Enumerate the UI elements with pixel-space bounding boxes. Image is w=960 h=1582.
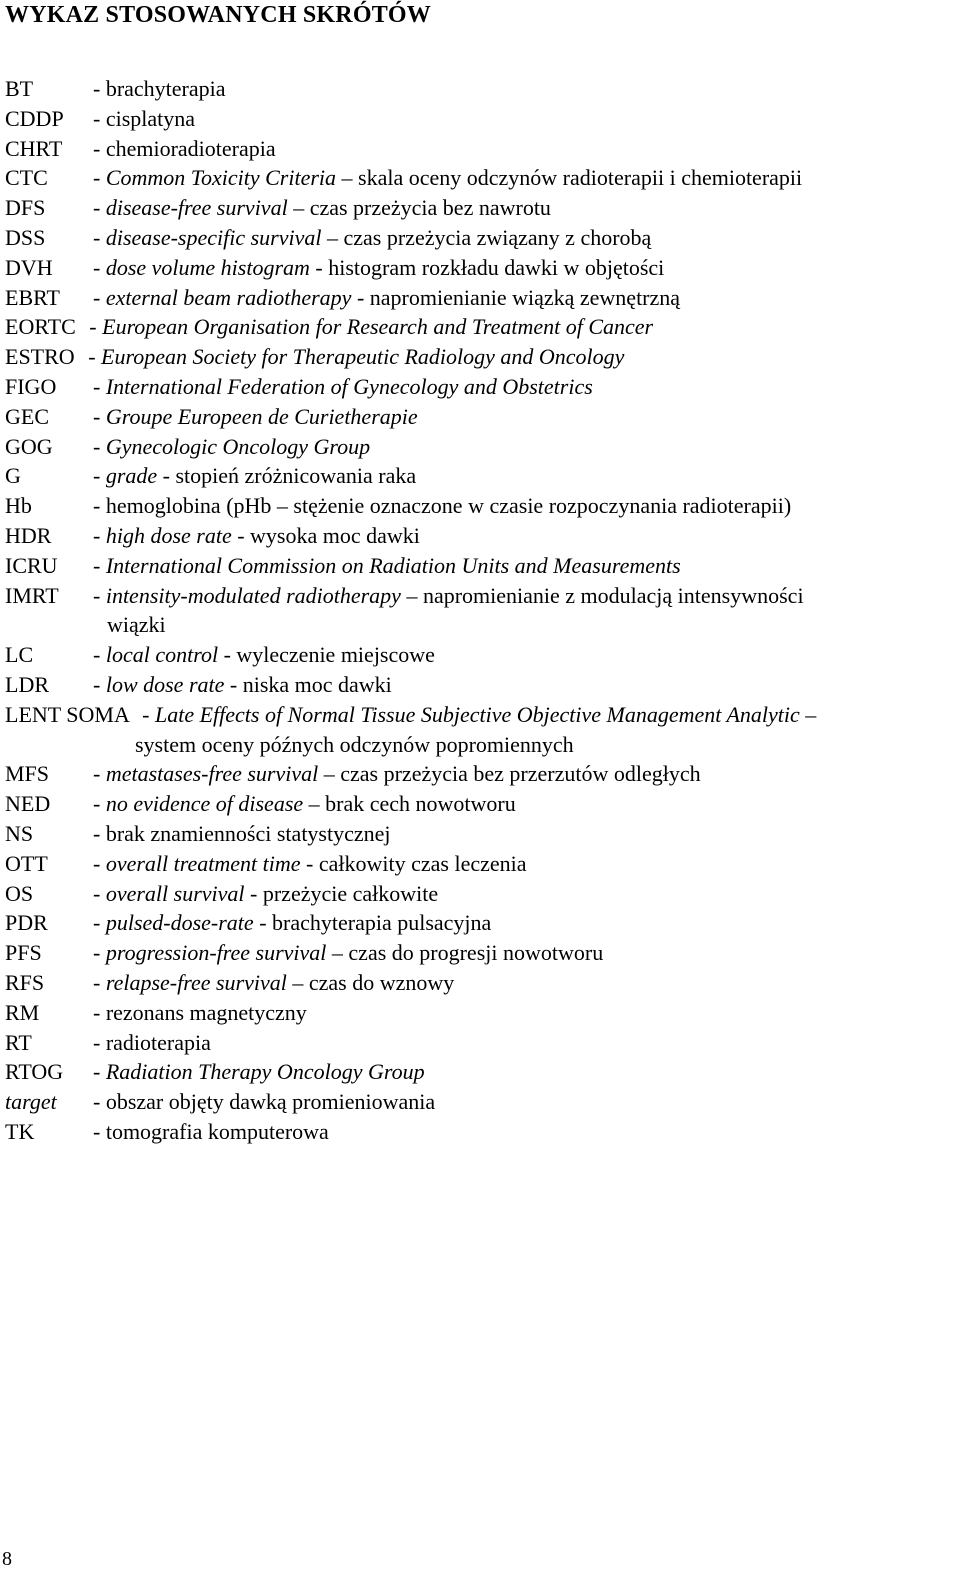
abbreviation-definition: - local control - wyleczenie miejscowe <box>93 642 435 668</box>
abbreviation: OTT <box>5 850 48 876</box>
abbreviation-definition: - relapse-free survival – czas do wznowy <box>93 969 455 995</box>
abbreviation: RT <box>5 1029 32 1055</box>
abbreviation-entry <box>5 104 955 134</box>
abbreviation-entry <box>5 670 955 700</box>
abbreviation-entry <box>5 193 955 223</box>
abbreviation: NED <box>5 791 51 817</box>
abbreviation-definition: - dose volume histogram - histogram rozkładu dawki w objętości <box>93 254 665 280</box>
abbreviation-definition: - brak znamienności statystycznej <box>93 820 391 846</box>
abbreviation-definition: - low dose rate - niska moc dawki <box>93 671 392 697</box>
abbreviation: EBRT <box>5 284 60 310</box>
abbreviation: ESTRO <box>5 344 75 370</box>
abbreviation: LENT SOMA <box>5 701 129 727</box>
abbreviation-definition: - pulsed-dose-rate - brachyterapia pulsacyjna <box>93 910 492 936</box>
abbreviation: NS <box>5 820 34 846</box>
abbreviation-entry <box>5 581 955 641</box>
abbreviation-entry <box>5 312 955 342</box>
abbreviation-entry <box>5 432 955 462</box>
definition-continuation: system oceny późnych odczynów popromiennych <box>135 731 574 757</box>
abbreviation: TK <box>5 1118 35 1144</box>
abbreviation-entry <box>5 968 955 998</box>
abbreviation-entry <box>5 74 955 104</box>
abbreviation-definition: - cisplatyna <box>93 105 196 131</box>
abbreviation-entry <box>5 789 955 819</box>
abbreviation-entry <box>5 938 955 968</box>
abbreviation-definition: - Common Toxicity Criteria – skala oceny odczynów radioterapii i chemioterapii <box>93 165 803 191</box>
abbreviation: RTOG <box>5 1059 64 1085</box>
abbreviation-entry <box>5 491 955 521</box>
abbreviation: IMRT <box>5 582 59 608</box>
abbreviation-definition: - rezonans magnetyczny <box>93 999 307 1025</box>
abbreviation-definition: - external beam radiotherapy - napromienianie wiązką zewnętrzną <box>93 284 681 310</box>
abbreviation: HDR <box>5 522 52 548</box>
abbreviation-definition: - intensity-modulated radiotherapy – napromienianie z modulacją intensywności <box>93 582 804 608</box>
abbreviation-definition: - obszar objęty dawką promieniowania <box>93 1089 436 1115</box>
abbreviation: EORTC <box>5 314 76 340</box>
abbreviation: RFS <box>5 969 45 995</box>
abbreviation: PFS <box>5 940 42 966</box>
abbreviation-entry <box>5 283 955 313</box>
abbreviation-definition: - progression-free survival – czas do progresji nowotworu <box>93 940 604 966</box>
abbreviation: LDR <box>5 671 49 697</box>
abbreviation-definition: - Groupe Europeen de Curietherapie <box>93 403 418 429</box>
abbreviation-definition: - disease-specific survival – czas przeżycia związany z chorobą <box>93 224 652 250</box>
abbreviation-entry <box>5 521 955 551</box>
abbreviation: MFS <box>5 761 50 787</box>
abbreviation-definition: - metastases-free survival – czas przeżycia bez przerzutów odległych <box>93 761 701 787</box>
page-title: WYKAZ STOSOWANYCH SKRÓTÓW <box>5 2 431 28</box>
abbreviation-list <box>5 74 955 1147</box>
abbreviation-definition: - Gynecologic Oncology Group <box>93 433 371 459</box>
abbreviation-definition: - high dose rate - wysoka moc dawki <box>93 522 420 548</box>
abbreviation: DSS <box>5 224 46 250</box>
abbreviation-entry <box>5 640 955 670</box>
abbreviation-definition: - European Society for Therapeutic Radiology and Oncology <box>88 344 625 370</box>
abbreviation: DVH <box>5 254 53 280</box>
abbreviation-entry <box>5 700 955 760</box>
abbreviation-entry <box>5 342 955 372</box>
abbreviation-definition: - hemoglobina (pHb – stężenie oznaczone w czasie rozpoczynania radioterapii) <box>93 493 792 519</box>
abbreviation-entry <box>5 998 955 1028</box>
abbreviation-definition: - European Organisation for Research and Treatment of Cancer <box>89 314 654 340</box>
abbreviation: GOG <box>5 433 53 459</box>
abbreviation-entry <box>5 461 955 491</box>
abbreviation-definition: - disease-free survival – czas przeżycia bez nawrotu <box>93 195 551 221</box>
abbreviation-entry <box>5 551 955 581</box>
abbreviation: OS <box>5 880 34 906</box>
abbreviation-definition: - overall survival - przeżycie całkowite <box>93 880 439 906</box>
abbreviation-entry <box>5 402 955 432</box>
abbreviation-entry <box>5 819 955 849</box>
abbreviation-entry <box>5 372 955 402</box>
abbreviation-entry <box>5 223 955 253</box>
abbreviation-entry <box>5 1057 955 1087</box>
abbreviation: LC <box>5 642 34 668</box>
abbreviation: FIGO <box>5 373 57 399</box>
abbreviation-entry <box>5 1117 955 1147</box>
abbreviation-entry <box>5 1028 955 1058</box>
abbreviation-definition: - Late Effects of Normal Tissue Subjective Objective Management Analytic – <box>142 701 817 727</box>
abbreviation: RM <box>5 999 40 1025</box>
abbreviation-entry <box>5 163 955 193</box>
abbreviation-definition: - radioterapia <box>93 1029 211 1055</box>
abbreviation-definition: - International Federation of Gynecology and Obstetrics <box>93 373 593 399</box>
abbreviation: BT <box>5 76 34 101</box>
abbreviation-definition: - Radiation Therapy Oncology Group <box>93 1059 425 1085</box>
abbreviation: DFS <box>5 195 46 221</box>
abbreviation: CDDP <box>5 105 64 131</box>
abbreviation-definition: - grade - stopień zróżnicowania raka <box>93 463 417 489</box>
abbreviation: target <box>5 1089 57 1115</box>
abbreviation-entry <box>5 849 955 879</box>
abbreviation-definition: - brachyterapia <box>93 76 226 101</box>
abbreviation-entry <box>5 253 955 283</box>
abbreviation: PDR <box>5 910 48 936</box>
abbreviation-definition: - tomografia komputerowa <box>93 1118 329 1144</box>
abbreviation-entry <box>5 1087 955 1117</box>
abbreviation-entry <box>5 134 955 164</box>
abbreviation: G <box>5 463 21 489</box>
abbreviation: ICRU <box>5 552 58 578</box>
abbreviation-entry <box>5 879 955 909</box>
abbreviation-definition: - chemioradioterapia <box>93 135 276 161</box>
definition-continuation: wiązki <box>107 612 166 638</box>
abbreviation-entry <box>5 759 955 789</box>
abbreviation: Hb <box>5 493 32 519</box>
abbreviation-definition: - overall treatment time - całkowity czas leczenia <box>93 850 527 876</box>
abbreviation-definition: - International Commission on Radiation Units and Measurements <box>93 552 681 578</box>
abbreviation: GEC <box>5 403 49 429</box>
abbreviation: CTC <box>5 165 48 191</box>
abbreviation: CHRT <box>5 135 63 161</box>
page-number: 8 <box>2 1548 12 1570</box>
abbreviation-entry <box>5 908 955 938</box>
abbreviation-definition: - no evidence of disease – brak cech nowotworu <box>93 791 516 817</box>
